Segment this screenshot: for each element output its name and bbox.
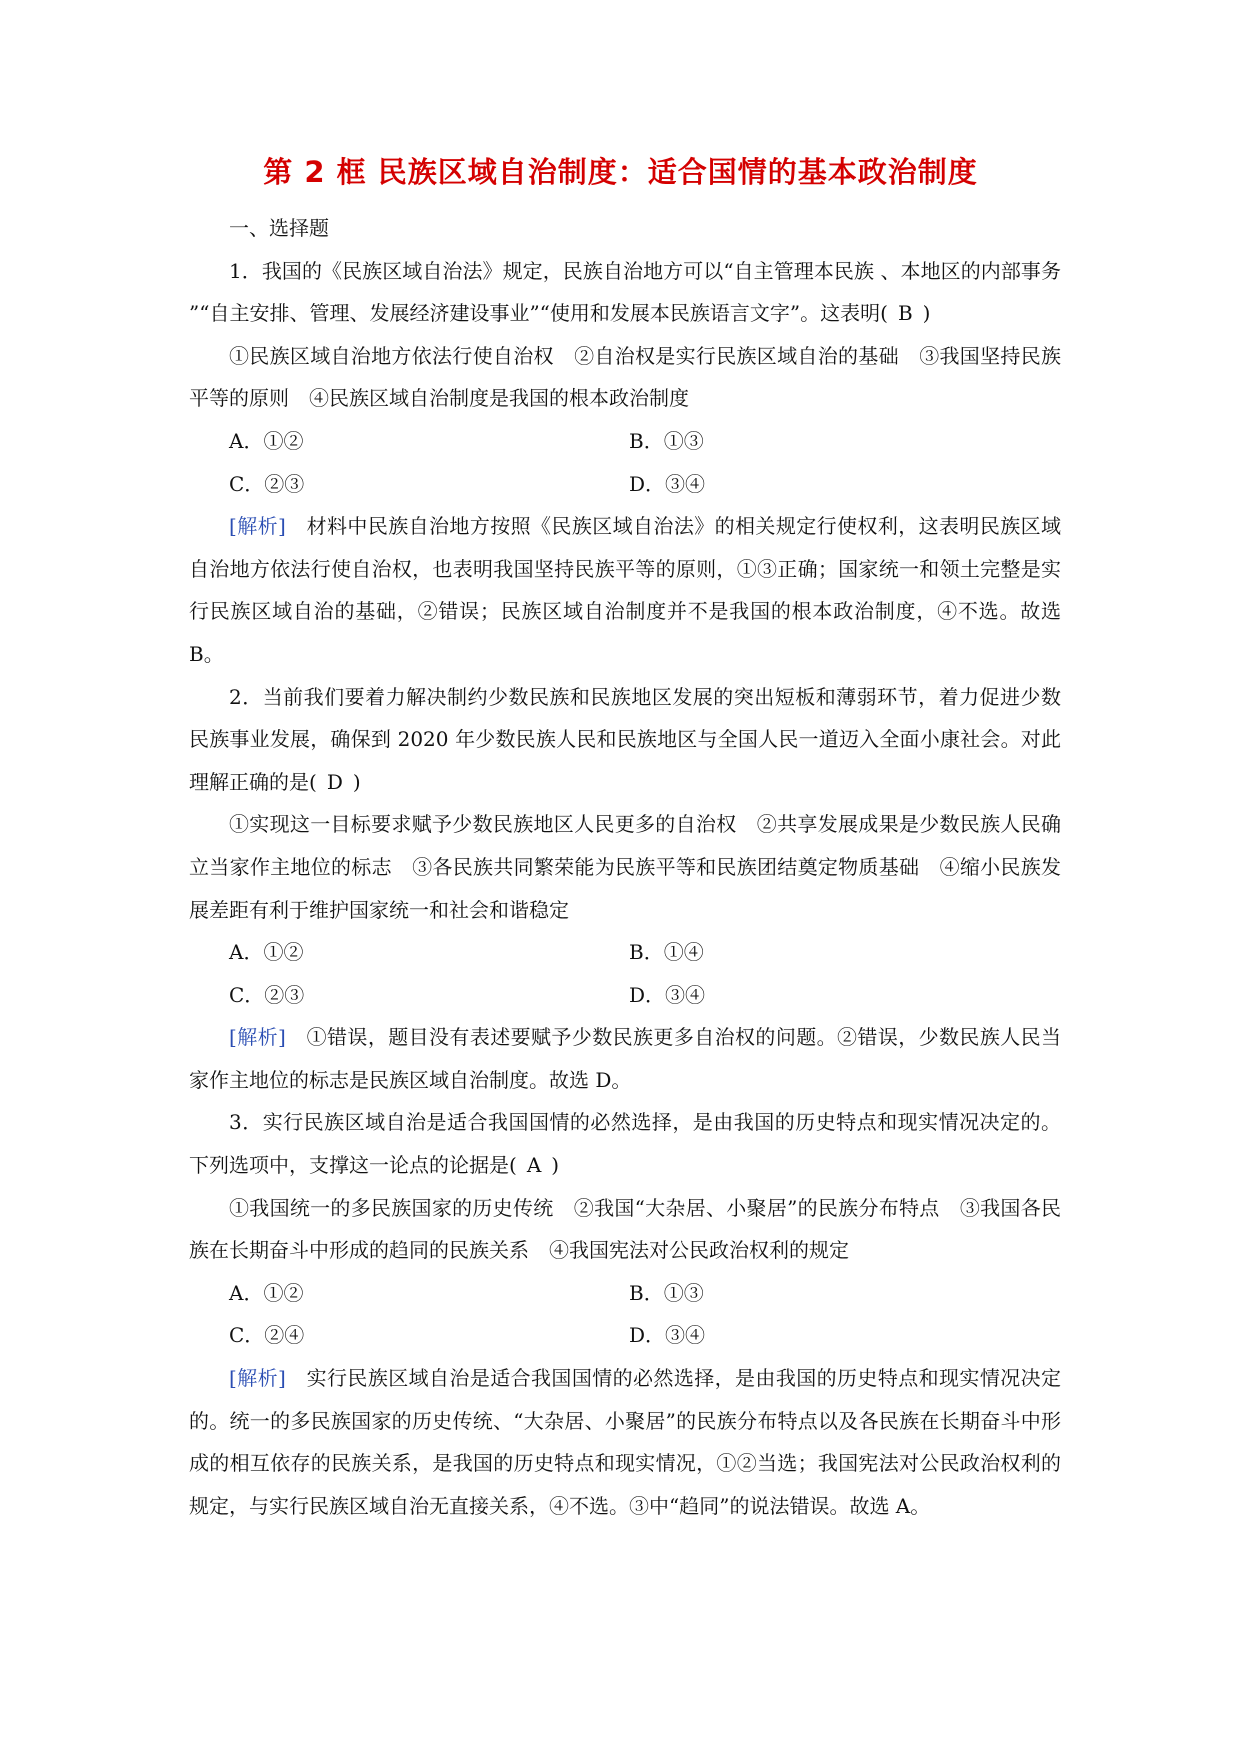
question-stem: 2．当前我们要着力解决制约少数民族和民族地区发展的突出短板和薄弱环节，着力促进少数民族事业发展，确保到 2020 年少数民族人民和民族地区与全国人民一道迈入全面小康社会。对此理解正确的是( D ) (189, 684, 1061, 794)
question-statements: ①我国统一的多民族国家的历史传统 ②我国“大杂居、小聚居”的民族分布特点 ③我国各民族在长期奋斗中形成的趋同的民族关系 ④我国宪法对公民政治权利的规定 (189, 1195, 1061, 1263)
analysis-text: ①错误，题目没有表述要赋予少数民族更多自治权的问题。②错误，少数民族人民当家作主地位的标志是民族区域自治制度。故选 D。 (189, 1025, 1062, 1092)
option-b: B．①③ (629, 1280, 704, 1305)
question-statements: ①实现这一目标要求赋予少数民族地区人民更多的自治权 ②共享发展成果是少数民族人民确立当家作主地位的标志 ③各民族共同繁荣能为民族平等和民族团结奠定物质基础 ④缩小民族发展差距有利于维护国家统一和社会和谐稳定 (189, 812, 1061, 922)
question-stem: 1．我国的《民族区域自治法》规定，民族自治地方可以“自主管理本民族 、本地区的内部事务 ”“自主安排、管理、发展经济建设事业”“使用和发展本民族语言文字”。这表明( B ) (189, 258, 1061, 326)
option-b: B．①③ (629, 428, 704, 453)
option-a: A．①② (229, 940, 304, 965)
analysis-label: [解析] (229, 1025, 286, 1050)
section-heading: 一、选择题 (229, 216, 329, 240)
answer-letter: D (326, 769, 343, 794)
options-row (189, 463, 1061, 506)
question-statements: ①民族区域自治地方依法行使自治权 ②自治权是实行民族区域自治的基础 ③我国坚持民族平等的原则 ④民族区域自治制度是我国的根本政治制度 (189, 343, 1061, 411)
option-c: C．②④ (229, 1323, 305, 1348)
options-row (189, 1314, 1061, 1357)
options-row (189, 1272, 1061, 1315)
option-b: B．①④ (629, 940, 704, 965)
page-title: 第 2 框 民族区域自治制度：适合国情的基本政治制度 (263, 155, 978, 189)
option-d: D．③④ (629, 471, 706, 496)
analysis-label: [解析] (229, 514, 286, 539)
analysis-text: 材料中民族自治地方按照《民族区域自治法》的相关规定行使权利，这表明民族区域自治地方依法行使自治权，也表明我国坚持民族平等的原则，①③正确；国家统一和领土完整是实行民族区域自治的基础，②错误；民族区域自治制度并不是我国的根本政治制度，④不选。故选 B。 (189, 514, 1062, 666)
question-1 (189, 250, 1061, 676)
option-a: A．①② (229, 428, 304, 453)
analysis (189, 1357, 1061, 1527)
option-c: C．②③ (229, 982, 305, 1007)
analysis (189, 1016, 1061, 1101)
answer-letter: B (897, 301, 913, 326)
answer-letter: A (526, 1153, 542, 1178)
options-row (189, 420, 1061, 463)
option-d: D．③④ (629, 1323, 706, 1348)
analysis (189, 505, 1061, 675)
options-row (189, 931, 1061, 974)
option-a: A．①② (229, 1280, 304, 1305)
analysis-text: 实行民族区域自治是适合我国国情的必然选择，是由我国的历史特点和现实情况决定的。统一的多民族国家的历史传统、“大杂居、小聚居”的民族分布特点以及各民族在长期奋斗中形成的相互依存的民族关系，是我国的历史特点和现实情况，①②当选；我国宪法对公民政治权利的规定，与实行民族区域自治无直接关系，④不选。③中“趋同”的说法错误。故选 A。 (189, 1366, 1062, 1518)
analysis-label: [解析] (229, 1366, 286, 1391)
option-c: C．②③ (229, 471, 305, 496)
options-row (189, 974, 1061, 1017)
document-body (189, 207, 1061, 1527)
question-3 (189, 1101, 1061, 1527)
question-stem: 3．实行民族区域自治是适合我国国情的必然选择，是由我国的历史特点和现实情况决定的。下列选项中，支撑这一论点的论据是( A ) (189, 1110, 1061, 1178)
option-d: D．③④ (629, 982, 706, 1007)
question-2 (189, 676, 1061, 1102)
